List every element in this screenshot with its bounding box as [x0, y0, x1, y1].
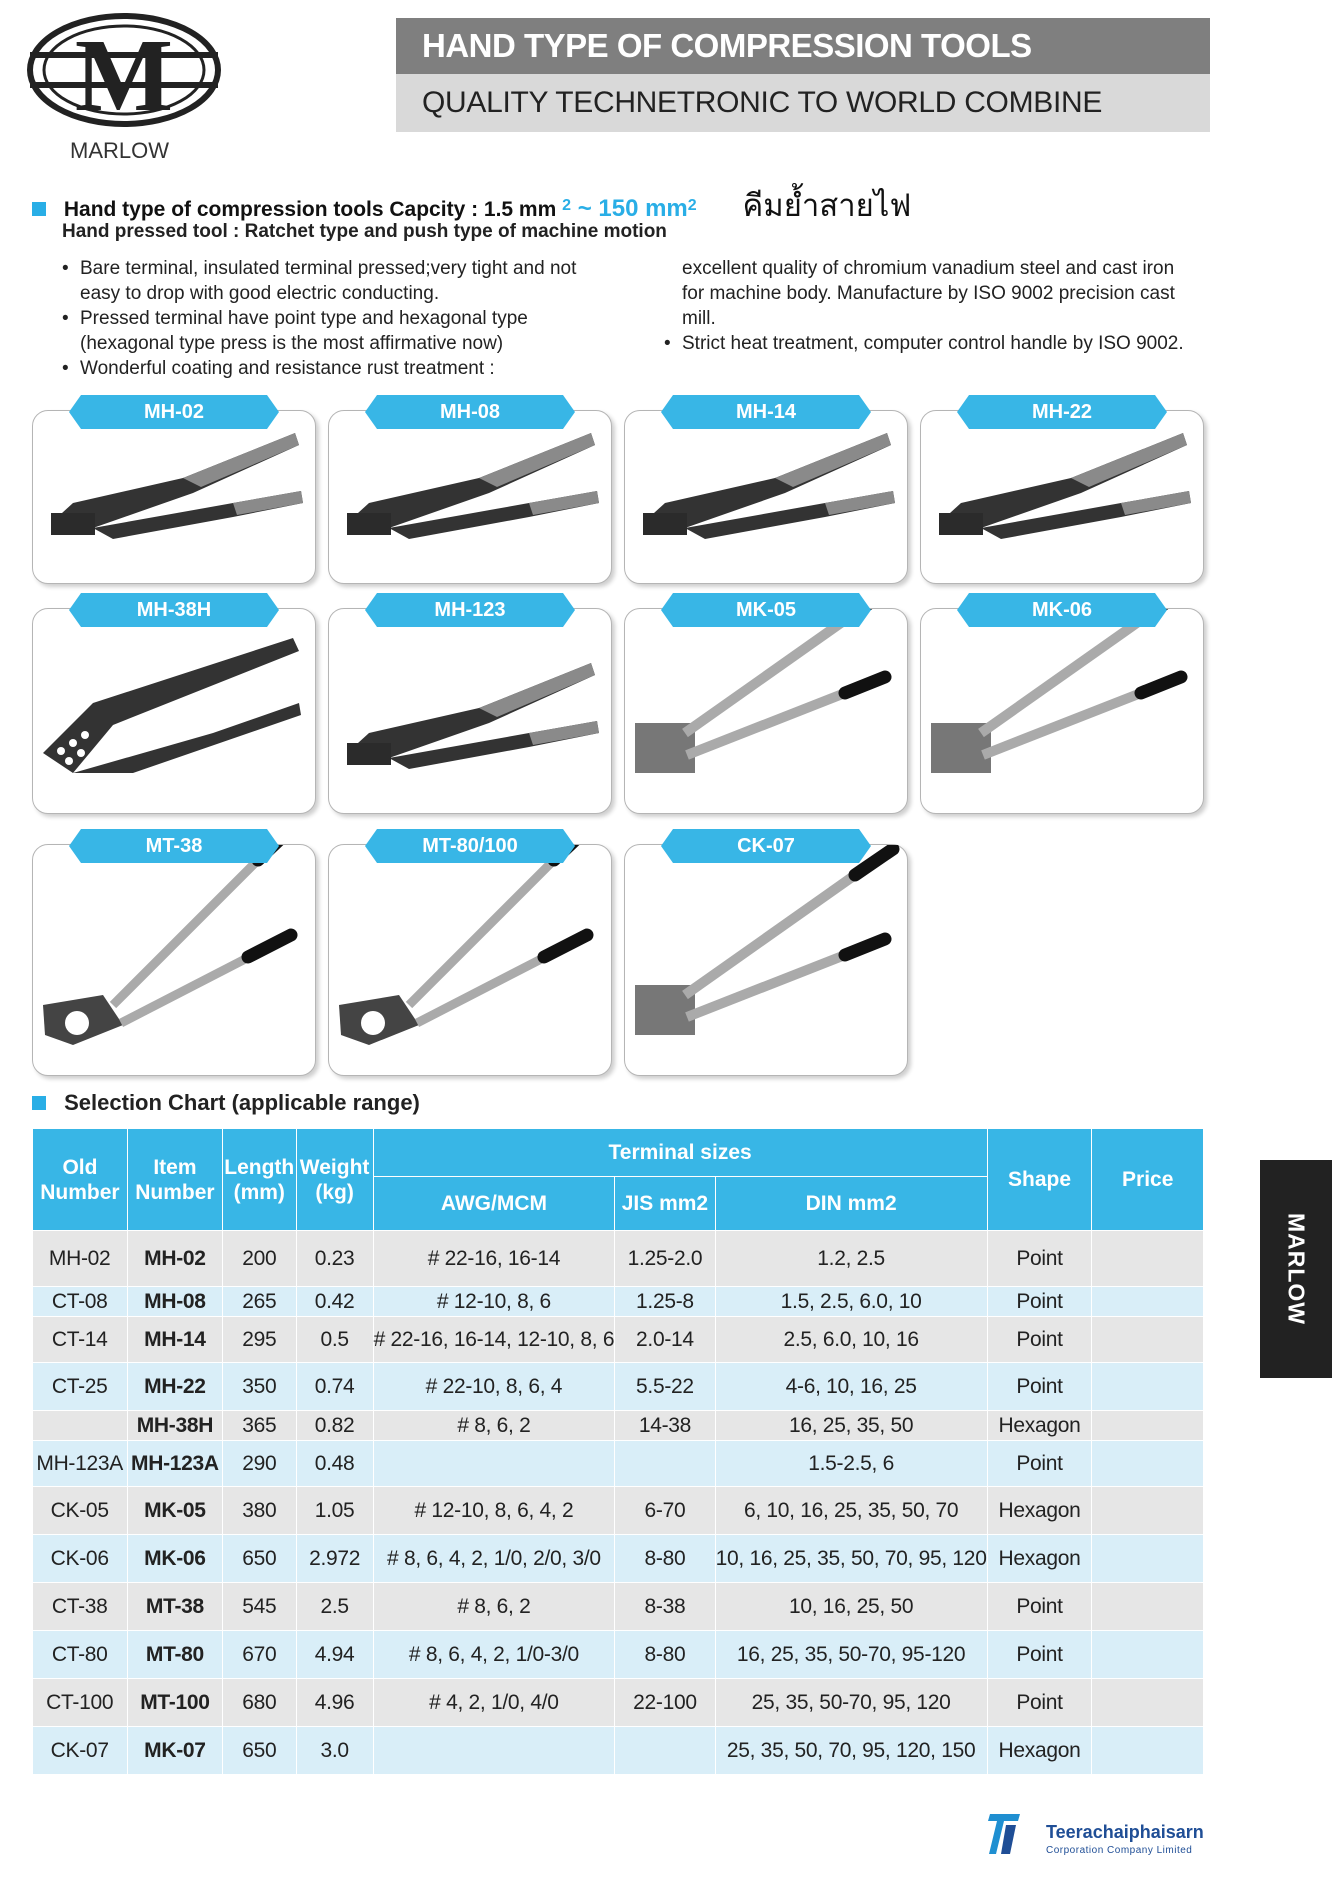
cell-din: 6, 10, 16, 25, 35, 50, 70: [715, 1487, 987, 1535]
cell-awg: # 22-10, 8, 6, 4: [373, 1363, 615, 1411]
cell-din: 16, 25, 35, 50: [715, 1411, 987, 1441]
cell-weight: 0.5: [296, 1317, 373, 1363]
chart-row: [33, 1317, 1204, 1363]
selection-chart-heading: [32, 1090, 420, 1116]
cell-weight: 3.0: [296, 1727, 373, 1775]
cell-din: 1.2, 2.5: [715, 1231, 987, 1287]
cell-weight: 4.94: [296, 1631, 373, 1679]
chart-row: [33, 1487, 1204, 1535]
chart-row: [33, 1411, 1204, 1441]
cell-din: 4-6, 10, 16, 25: [715, 1363, 987, 1411]
cell-item-number: MT-80: [127, 1631, 222, 1679]
cell-price: [1092, 1727, 1204, 1775]
chart-row: [33, 1583, 1204, 1631]
cell-shape: Hexagon: [987, 1535, 1092, 1583]
product-card[interactable]: [624, 599, 908, 814]
cell-jis: 22-100: [615, 1679, 715, 1727]
cell-shape: Point: [987, 1583, 1092, 1631]
cell-jis: 8-80: [615, 1535, 715, 1583]
cell-din: 16, 25, 35, 50-70, 95-120: [715, 1631, 987, 1679]
cell-jis: 2.0-14: [615, 1317, 715, 1363]
cell-weight: 1.05: [296, 1487, 373, 1535]
header-terminal-sizes: Terminal sizes: [373, 1129, 987, 1177]
product-card[interactable]: [328, 835, 612, 1076]
product-name-label: MK-06: [969, 593, 1155, 627]
cell-awg: [373, 1727, 615, 1775]
cell-item-number: MT-100: [127, 1679, 222, 1727]
cell-length: 265: [222, 1287, 296, 1317]
cell-awg: # 22-16, 16-14, 12-10, 8, 6: [373, 1317, 615, 1363]
cell-jis: 1.25-2.0: [615, 1231, 715, 1287]
cell-din: 2.5, 6.0, 10, 16: [715, 1317, 987, 1363]
cell-old-number: CT-14: [33, 1317, 128, 1363]
product-name-label: MH-22: [969, 395, 1155, 429]
cell-jis: 1.25-8: [615, 1287, 715, 1317]
square-bullet-icon: [32, 202, 46, 216]
crimper-long-handle-icon: [921, 609, 1203, 813]
cell-shape: Hexagon: [987, 1487, 1092, 1535]
crimper-ratchet-icon: [329, 411, 611, 583]
feature-item: • Strict heat treatment, computer control handle by ISO 9002.: [682, 331, 1200, 356]
header-jis: JIS mm2: [615, 1177, 715, 1231]
selection-chart-table: [32, 1128, 1204, 1775]
marlow-logo: [26, 12, 222, 132]
cell-price: [1092, 1411, 1204, 1441]
crimper-long-handle-icon: [625, 609, 907, 813]
chart-row: [33, 1231, 1204, 1287]
header-din: DIN mm2: [715, 1177, 987, 1231]
cell-awg: # 8, 6, 4, 2, 1/0, 2/0, 3/0: [373, 1535, 615, 1583]
cell-weight: 0.42: [296, 1287, 373, 1317]
cell-old-number: MH-123A: [33, 1441, 128, 1487]
cell-old-number: MH-02: [33, 1231, 128, 1287]
product-card[interactable]: [624, 401, 908, 584]
cell-length: 650: [222, 1727, 296, 1775]
cell-price: [1092, 1487, 1204, 1535]
cell-item-number: MT-38: [127, 1583, 222, 1631]
cell-old-number: CT-80: [33, 1631, 128, 1679]
cell-item-number: MK-06: [127, 1535, 222, 1583]
logo-letter: M: [74, 18, 174, 132]
chart-row: [33, 1679, 1204, 1727]
cell-din: 25, 35, 50, 70, 95, 120, 150: [715, 1727, 987, 1775]
cell-old-number: CT-08: [33, 1287, 128, 1317]
product-card[interactable]: [920, 401, 1204, 584]
cell-awg: # 22-16, 16-14: [373, 1231, 615, 1287]
cell-length: 680: [222, 1679, 296, 1727]
header-item-number: Item Number: [127, 1129, 222, 1231]
cell-price: [1092, 1535, 1204, 1583]
cell-price: [1092, 1441, 1204, 1487]
cell-shape: Point: [987, 1631, 1092, 1679]
cell-length: 380: [222, 1487, 296, 1535]
cell-jis: [615, 1441, 715, 1487]
product-card[interactable]: [328, 401, 612, 584]
cell-length: 200: [222, 1231, 296, 1287]
crimper-ratchet-icon: [625, 411, 907, 583]
crimper-long-handle-icon: [625, 845, 907, 1075]
header-shape: Shape: [987, 1129, 1092, 1231]
square-bullet-icon: [32, 1096, 46, 1110]
cell-length: 350: [222, 1363, 296, 1411]
cell-length: 545: [222, 1583, 296, 1631]
product-card[interactable]: [624, 835, 908, 1076]
cell-old-number: CK-06: [33, 1535, 128, 1583]
cell-jis: 6-70: [615, 1487, 715, 1535]
capacity-sup: 2: [687, 197, 697, 214]
page-subtitle: QUALITY TECHNETRONIC TO WORLD COMBINE: [396, 74, 1210, 132]
crimper-heavy-icon: [329, 845, 611, 1075]
cell-jis: 8-80: [615, 1631, 715, 1679]
cell-weight: 0.74: [296, 1363, 373, 1411]
selection-chart-title: Selection Chart (applicable range): [64, 1090, 420, 1115]
cell-old-number: CT-25: [33, 1363, 128, 1411]
product-name-label: MH-38H: [81, 593, 267, 627]
cell-din: 25, 35, 50-70, 95, 120: [715, 1679, 987, 1727]
cell-item-number: MH-38H: [127, 1411, 222, 1441]
brand-name: MARLOW: [70, 138, 169, 163]
cell-item-number: MK-07: [127, 1727, 222, 1775]
header-weight: Weight (kg): [296, 1129, 373, 1231]
feature-item: • Pressed terminal have point type and hexagonal type (hexagonal type press is the most affirmative now): [80, 306, 598, 356]
product-name-label: MH-123: [377, 593, 563, 627]
header-price: Price: [1092, 1129, 1204, 1231]
cell-weight: 2.972: [296, 1535, 373, 1583]
product-card[interactable]: [32, 835, 316, 1076]
teerachaiphaisarn-logo: [986, 1812, 1022, 1856]
cell-price: [1092, 1231, 1204, 1287]
cell-jis: 5.5-22: [615, 1363, 715, 1411]
cell-shape: Point: [987, 1231, 1092, 1287]
cell-awg: # 8, 6, 2: [373, 1583, 615, 1631]
cell-item-number: MK-05: [127, 1487, 222, 1535]
cell-length: 295: [222, 1317, 296, 1363]
feature-list-right: [660, 256, 1200, 356]
product-name-label: MH-08: [377, 395, 563, 429]
cell-price: [1092, 1631, 1204, 1679]
cell-weight: 0.23: [296, 1231, 373, 1287]
intro-subtitle: Hand pressed tool : Ratchet type and push type of machine motion: [62, 221, 667, 242]
crimper-ratchet-icon: [921, 411, 1203, 583]
product-card[interactable]: [32, 599, 316, 814]
crimper-ratchet-icon: [329, 609, 611, 813]
chart-row: [33, 1631, 1204, 1679]
cell-shape: Point: [987, 1441, 1092, 1487]
product-name-label: CK-07: [673, 829, 859, 863]
cell-old-number: [33, 1411, 128, 1441]
cell-jis: [615, 1727, 715, 1775]
feature-item: • Wonderful coating and resistance rust treatment :: [80, 356, 598, 381]
cell-price: [1092, 1363, 1204, 1411]
cell-weight: 0.82: [296, 1411, 373, 1441]
cell-shape: Point: [987, 1363, 1092, 1411]
cell-weight: 4.96: [296, 1679, 373, 1727]
cell-shape: Point: [987, 1679, 1092, 1727]
feature-item-continued: excellent quality of chromium vanadium steel and cast iron for machine body. Manufacture by ISO 9002 precision cast mill.: [682, 258, 1175, 329]
header-awg: AWG/MCM: [373, 1177, 615, 1231]
product-name-label: MH-02: [81, 395, 267, 429]
cell-item-number: MH-14: [127, 1317, 222, 1363]
cell-item-number: MH-08: [127, 1287, 222, 1317]
cell-jis: 8-38: [615, 1583, 715, 1631]
cell-price: [1092, 1583, 1204, 1631]
cell-old-number: CK-07: [33, 1727, 128, 1775]
chart-row: [33, 1363, 1204, 1411]
cell-awg: # 12-10, 8, 6: [373, 1287, 615, 1317]
cell-shape: Hexagon: [987, 1727, 1092, 1775]
thai-title: คีมย้ำสายไฟ: [742, 188, 912, 224]
crimper-ratchet-icon: [33, 411, 315, 583]
cell-shape: Point: [987, 1317, 1092, 1363]
cell-shape: Point: [987, 1287, 1092, 1317]
cell-awg: # 8, 6, 2: [373, 1411, 615, 1441]
cell-price: [1092, 1287, 1204, 1317]
side-tab-label: MARLOW: [1283, 1212, 1310, 1326]
header-old-number: Old Number: [33, 1129, 128, 1231]
crimper-heavy-icon: [33, 845, 315, 1075]
product-name-label: MK-05: [673, 593, 859, 627]
chart-row: [33, 1727, 1204, 1775]
cell-awg: # 4, 2, 1/0, 4/0: [373, 1679, 615, 1727]
cell-length: 670: [222, 1631, 296, 1679]
cell-weight: 0.48: [296, 1441, 373, 1487]
cell-length: 650: [222, 1535, 296, 1583]
product-name-label: MT-38: [81, 829, 267, 863]
cell-price: [1092, 1679, 1204, 1727]
crimper-hex-icon: [33, 609, 315, 813]
cell-old-number: CK-05: [33, 1487, 128, 1535]
feature-item: • Bare terminal, insulated terminal pressed;very tight and not easy to drop with good electric conducting.: [80, 256, 598, 306]
header-length: Length (mm): [222, 1129, 296, 1231]
cell-item-number: MH-123A: [127, 1441, 222, 1487]
chart-row: [33, 1287, 1204, 1317]
cell-price: [1092, 1317, 1204, 1363]
cell-shape: Hexagon: [987, 1411, 1092, 1441]
chart-row: [33, 1535, 1204, 1583]
cell-din: 10, 16, 25, 35, 50, 70, 95, 120: [715, 1535, 987, 1583]
cell-din: 10, 16, 25, 50: [715, 1583, 987, 1631]
product-card[interactable]: [920, 599, 1204, 814]
product-name-label: MH-14: [673, 395, 859, 429]
cell-awg: # 12-10, 8, 6, 4, 2: [373, 1487, 615, 1535]
footer-company-name: Teerachaiphaisarn: [1046, 1822, 1204, 1842]
feature-list-left: [58, 256, 598, 381]
product-card[interactable]: [328, 599, 612, 814]
cell-weight: 2.5: [296, 1583, 373, 1631]
cell-old-number: CT-100: [33, 1679, 128, 1727]
page-title: HAND TYPE OF COMPRESSION TOOLS: [396, 18, 1210, 74]
cell-item-number: MH-22: [127, 1363, 222, 1411]
cell-old-number: CT-38: [33, 1583, 128, 1631]
capacity-range: ~ 150 mm: [571, 195, 688, 222]
cell-length: 290: [222, 1441, 296, 1487]
chart-row: [33, 1441, 1204, 1487]
capacity-label: Hand type of compression tools Capcity : 1.5 mm: [63, 198, 557, 221]
cell-din: 1.5, 2.5, 6.0, 10: [715, 1287, 987, 1317]
footer-company-sub: Corporation Company Limited: [1046, 1845, 1193, 1856]
cell-awg: [373, 1441, 615, 1487]
product-name-label: MT-80/100: [377, 829, 563, 863]
product-card[interactable]: [32, 401, 316, 584]
side-brand-tab: [1260, 1160, 1332, 1378]
cell-length: 365: [222, 1411, 296, 1441]
capacity-sup: 2: [562, 197, 572, 214]
cell-jis: 14-38: [615, 1411, 715, 1441]
cell-din: 1.5-2.5, 6: [715, 1441, 987, 1487]
cell-item-number: MH-02: [127, 1231, 222, 1287]
cell-awg: # 8, 6, 4, 2, 1/0-3/0: [373, 1631, 615, 1679]
